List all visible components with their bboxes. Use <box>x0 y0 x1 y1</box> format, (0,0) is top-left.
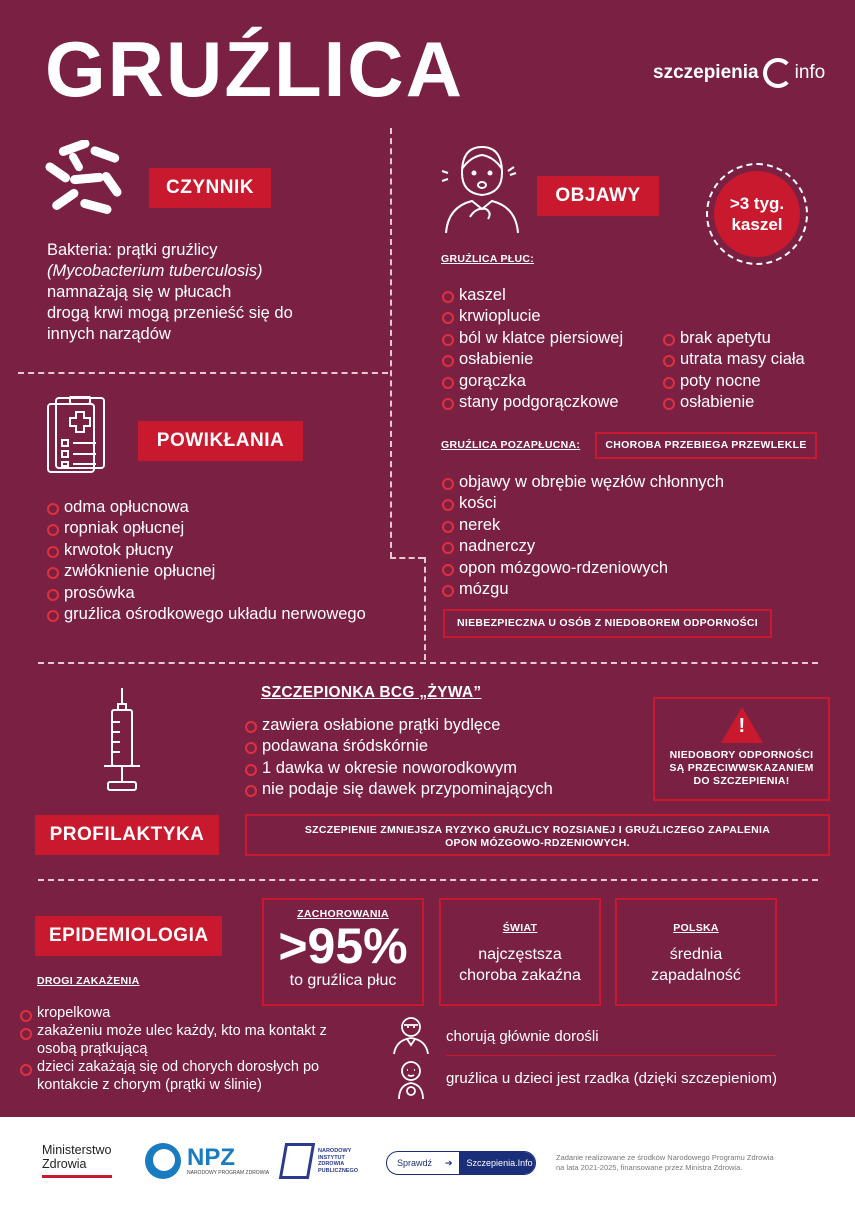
adults-text: chorują głównie dorośli <box>446 1028 599 1045</box>
objawy-tag: OBJAWY <box>537 176 659 216</box>
cough-duration-badge <box>706 163 808 265</box>
list-item: prosówka <box>47 583 392 604</box>
list-item: zwłóknienie opłucnej <box>47 561 392 582</box>
vertical-divider-low <box>424 557 426 660</box>
warning-line: DO SZCZEPIENIA! <box>693 775 790 787</box>
stat-poland-line: zapadalność <box>651 967 741 984</box>
powiklania-tag: POWIKŁANIA <box>138 421 303 461</box>
stat-incidence-value: >95% <box>278 918 408 974</box>
check-label: Sprawdź <box>397 1158 433 1168</box>
funding-note <box>556 1153 774 1173</box>
npz-sub: NARODOWY PROGRAM ZDROWIA <box>187 1170 270 1176</box>
cough-duration-inner <box>714 171 800 257</box>
nipz-logo[interactable] <box>282 1143 358 1179</box>
stat-world-line: choroba zakaźna <box>459 967 581 984</box>
czynnik-tag: CZYNNIK <box>149 168 271 208</box>
nipz-line: PUBLICZNEGO <box>318 1167 359 1174</box>
nipz-line: NARODOWY <box>318 1148 352 1154</box>
contraindication-box <box>653 697 830 801</box>
czynnik-line: innych narządów <box>47 325 171 343</box>
arrow-icon: ➔ <box>445 1157 453 1168</box>
list-item: objawy w obrębie węzłów chłonnych <box>442 472 822 493</box>
epidemiologia-tag: EPIDEMIOLOGIA <box>35 916 222 956</box>
npz-text: NPZ <box>187 1144 235 1171</box>
list-item: nerek <box>442 515 822 536</box>
list-item: krwotok płucny <box>47 540 392 561</box>
npz-logo[interactable] <box>145 1143 269 1179</box>
badge-symptom: kaszel <box>731 215 783 234</box>
list-item: ropniak opłucnej <box>47 518 392 539</box>
list-item: zawiera osłabione prątki bydlęce <box>245 715 635 736</box>
adult-icon <box>392 1015 430 1055</box>
list-item: odma opłucnowa <box>47 497 392 518</box>
divider-czynnik <box>18 372 388 374</box>
stat-world-line: najczęstsza <box>478 946 562 963</box>
stat-incidence-box <box>262 898 424 1006</box>
footer <box>0 1117 855 1209</box>
list-item: 1 dawka w okresie noworodkowym <box>245 758 635 779</box>
divider-elbow <box>390 557 424 559</box>
warning-line: SĄ PRZECIWWSKAZANIEM <box>669 762 814 774</box>
drogi-list <box>20 1004 365 1094</box>
syringe-icon <box>100 688 144 796</box>
logo-info-text: info <box>794 62 826 83</box>
powiklania-list <box>47 497 392 625</box>
row-separator <box>446 1055 776 1056</box>
list-item: osłabienie <box>663 392 843 413</box>
badge-duration: >3 tyg. <box>729 194 785 213</box>
pozapluc-symptoms <box>442 472 822 600</box>
vertical-divider-top <box>390 128 392 558</box>
czynnik-line: Bakteria: prątki gruźlicy <box>47 241 218 259</box>
check-site: Szczepienia.Info <box>459 1152 535 1174</box>
coughing-person-icon <box>440 143 520 235</box>
bcg-list <box>245 715 635 801</box>
stat-world-box <box>439 898 601 1006</box>
list-item: kropelkowa <box>20 1004 365 1022</box>
list-item: nadnerczy <box>442 536 822 557</box>
list-item: dzieci zakażają się od chorych dorosłych po kontakcie z chorym (prątki w ślinie) <box>20 1058 365 1094</box>
check-website-button[interactable] <box>386 1151 536 1175</box>
divider-epidemiologia <box>38 879 818 881</box>
logo-text: szczepienia <box>653 62 759 83</box>
list-item: ból w klatce piersiowej <box>442 328 657 349</box>
note-line: OPON MÓZGOWO-RDZENIOWYCH. <box>445 837 630 849</box>
funding-line: na lata 2021-2025, finansowane przez Ministra Zdrowia. <box>556 1163 743 1172</box>
stat-incidence-head: ZACHOROWANIA <box>297 908 389 920</box>
divider-profilaktyka <box>38 662 818 664</box>
list-item: opon mózgowo-rdzeniowych <box>442 558 822 579</box>
stat-incidence-sub: to gruźlica płuc <box>289 972 397 989</box>
child-icon <box>394 1060 428 1100</box>
logo-c-icon <box>763 58 793 88</box>
list-item: zakażeniu może ulec każdy, kto ma kontakt z osobą prątkującą <box>20 1022 365 1058</box>
list-item: podawana śródskórnie <box>245 736 635 757</box>
list-item: utrata masy ciała <box>663 349 843 370</box>
list-item: mózgu <box>442 579 822 600</box>
list-item: kaszel <box>442 285 657 306</box>
note-line: SZCZEPIENIE ZMNIEJSZA RYZYKO GRUŹLICY ROZSIANEJ I GRUŹLICZEGO ZAPALENIA <box>304 824 771 836</box>
clipboard-icon <box>46 396 108 476</box>
list-item: gruźlica ośrodkowego układu nerwowego <box>47 604 392 625</box>
chronic-note: CHOROBA PRZEBIEGA PRZEWLEKLE <box>595 432 817 459</box>
warning-line: NIEDOBORY ODPORNOŚCI <box>669 749 814 761</box>
stat-poland-line: średnia <box>669 946 723 963</box>
page-title: GRUŹLICA <box>45 25 464 113</box>
pluc-heading: GRUŹLICA PŁUC: <box>441 253 535 265</box>
list-item: gorączka <box>442 371 657 392</box>
list-item: kości <box>442 493 822 514</box>
stat-world-head: ŚWIAT <box>502 922 538 934</box>
ministry-line: Ministerstwo <box>42 1143 112 1157</box>
bacteria-icon <box>40 140 130 225</box>
npz-circle-icon <box>145 1143 181 1179</box>
ministry-logo[interactable] <box>42 1143 112 1178</box>
pluc-symptoms-col2 <box>663 328 843 414</box>
nipz-line: ZDROWIA <box>318 1161 345 1167</box>
drogi-heading: DROGI ZAKAŻENIA <box>37 975 140 987</box>
szczepienia-info-logo[interactable] <box>653 58 825 88</box>
nipz-line: INSTYTUT <box>318 1154 345 1161</box>
list-item: poty nocne <box>663 371 843 392</box>
czynnik-description <box>47 240 387 345</box>
list-item: osłabienie <box>442 349 657 370</box>
list-item: nie podaje się dawek przypominających <box>245 779 635 800</box>
profilaktyka-tag: PROFILAKTYKA <box>35 815 219 855</box>
warning-triangle-icon: ! <box>721 707 763 743</box>
czynnik-line-latin: (Mycobacterium tuberculosis) <box>47 262 263 280</box>
children-text: gruźlica u dzieci jest rzadka (dzięki szczepieniom) <box>446 1070 777 1087</box>
bcg-heading: SZCZEPIONKA BCG „ŻYWA” <box>261 684 482 701</box>
stat-poland-box <box>615 898 777 1006</box>
czynnik-line: drogą krwi mogą przenieść się do <box>47 304 293 322</box>
pluc-symptoms-col1 <box>442 285 657 413</box>
list-item: stany podgorączkowe <box>442 392 657 413</box>
ministry-line: Zdrowia <box>42 1157 87 1171</box>
vaccination-effect-note <box>245 814 830 856</box>
list-item: brak apetytu <box>663 328 843 349</box>
funding-line: Zadanie realizowane ze środków Narodowego Programu Zdrowia <box>556 1153 774 1162</box>
czynnik-line: namnażają się w płucach <box>47 283 232 301</box>
nipz-emblem-icon <box>279 1143 315 1179</box>
stat-poland-head: POLSKA <box>673 922 719 934</box>
list-item: krwioplucie <box>442 306 657 327</box>
immunodeficiency-note: NIEBEZPIECZNA U OSÓB Z NIEDOBOREM ODPORNOŚCI <box>443 609 772 638</box>
pozapluc-heading: GRUŹLICA POZAPŁUCNA: <box>441 439 581 451</box>
